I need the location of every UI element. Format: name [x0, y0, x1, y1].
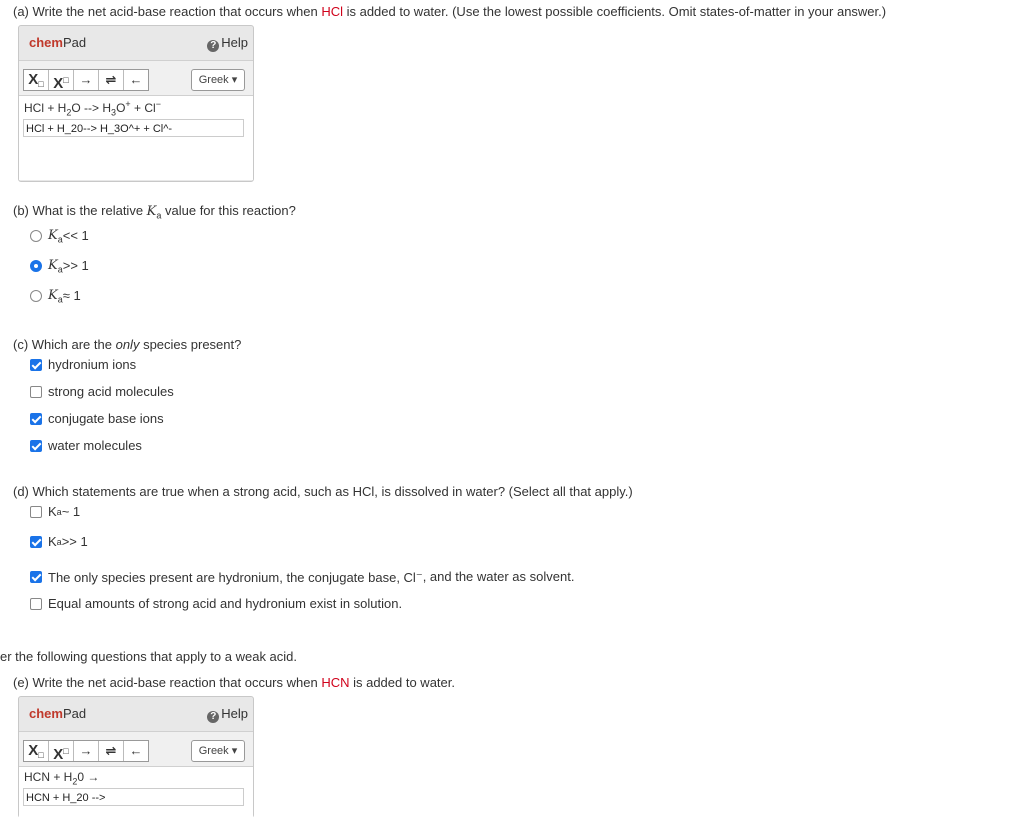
- help-button[interactable]: ? Help: [207, 706, 248, 723]
- equilibrium-arrow-button[interactable]: ⇌: [99, 741, 124, 761]
- chempad-toolbar: [19, 60, 253, 95]
- chempad-rendered-formula: HCl + $H_2O$ --> $H_3O^+ + Cl^-$: [24, 99, 161, 118]
- weak-acid-intro: er the following questions that apply to a weak acid.: [0, 649, 298, 664]
- greek-dropdown[interactable]: Greek ▾: [191, 69, 245, 91]
- help-button[interactable]: ? Help: [207, 35, 248, 52]
- radio-option-2[interactable]: $K_a$ >> 1: [30, 257, 89, 275]
- checkbox-checked[interactable]: [30, 440, 42, 452]
- arrow-left-button[interactable]: ←: [129, 743, 143, 758]
- checkbox-option[interactable]: water molecules: [30, 438, 142, 453]
- checkbox-option[interactable]: strong acid molecules: [30, 384, 174, 399]
- question-a-text: (a) Write the net acid-base reaction that occurs when: [13, 4, 322, 19]
- checkbox-option[interactable]: conjugate base ions: [30, 411, 164, 426]
- chempad-a: [18, 25, 254, 182]
- checkbox-checked[interactable]: [30, 413, 42, 425]
- chempad-body: [19, 95, 253, 180]
- equilibrium-arrow-button[interactable]: ⇌: [99, 70, 124, 90]
- chempad-body: [19, 766, 253, 827]
- checkbox[interactable]: [30, 506, 42, 518]
- greek-dropdown[interactable]: Greek ▾: [191, 740, 245, 762]
- checkbox-option[interactable]: hydronium ions: [30, 357, 136, 372]
- format-buttons: [23, 69, 149, 91]
- superscript-button[interactable]: X□: [49, 741, 74, 761]
- question-b: (b) What is the relative $K_a$ value for this reaction?: [13, 203, 296, 221]
- help-icon: ?: [207, 40, 219, 52]
- help-icon: ?: [207, 711, 219, 723]
- checkbox[interactable]: [30, 386, 42, 398]
- checkbox[interactable]: [30, 598, 42, 610]
- chempad-input[interactable]: HCN + H_20 -->: [23, 788, 244, 806]
- arrow-right-button[interactable]: →: [74, 70, 99, 90]
- question-a: [13, 4, 886, 19]
- superscript-button[interactable]: X□: [49, 70, 74, 90]
- chempad-toolbar: [19, 731, 253, 766]
- checkbox-option[interactable]: The only species present are hydronium, the conjugate base, Cl ⁻, and the water as solvent.: [30, 569, 574, 585]
- chempad-rendered-formula: HCN + $H_20$ →: [24, 770, 100, 787]
- checkbox-option[interactable]: K a ~ 1: [30, 504, 80, 519]
- arrow-right-button[interactable]: →: [74, 741, 99, 761]
- chempad-input[interactable]: HCl + H_20--> H_3O^+ + Cl^-: [23, 119, 244, 137]
- question-c: (c) Which are the only species present?: [13, 337, 242, 352]
- radio-button[interactable]: [30, 230, 42, 242]
- radio-option-1[interactable]: $K_a$ << 1: [30, 227, 89, 245]
- chempad-header: [19, 26, 253, 60]
- question-a-text-end: is added to water. (Use the lowest possible coefficients. Omit states-of-matter in your answer.): [342, 4, 887, 19]
- checkbox-checked[interactable]: [30, 536, 42, 548]
- checkbox-checked[interactable]: [30, 359, 42, 371]
- radio-button[interactable]: [30, 290, 42, 302]
- chempad-title: chemPad: [29, 706, 87, 721]
- checkbox-option[interactable]: K a >> 1: [30, 534, 88, 549]
- checkbox-checked[interactable]: [30, 571, 42, 583]
- chempad-e: [18, 696, 254, 818]
- subscript-button[interactable]: $X_□$: [24, 741, 49, 761]
- question-e: (e) Write the net acid-base reaction that occurs when HCN is added to water.: [13, 675, 455, 690]
- format-buttons: [23, 740, 149, 762]
- question-a-compound: HCl: [321, 4, 343, 19]
- chempad-header: [19, 697, 253, 731]
- arrow-left-button[interactable]: ←: [129, 72, 143, 87]
- chempad-title: chemPad: [29, 35, 87, 50]
- question-d: (d) Which statements are true when a strong acid, such as HCl, is dissolved in water? (Select all that apply.): [13, 484, 633, 499]
- subscript-button[interactable]: $X_□$: [24, 70, 49, 90]
- radio-button-selected[interactable]: [30, 260, 42, 272]
- checkbox-option[interactable]: Equal amounts of strong acid and hydronium exist in solution.: [30, 596, 402, 611]
- radio-option-3[interactable]: $K_a$ ≈ 1: [30, 287, 81, 305]
